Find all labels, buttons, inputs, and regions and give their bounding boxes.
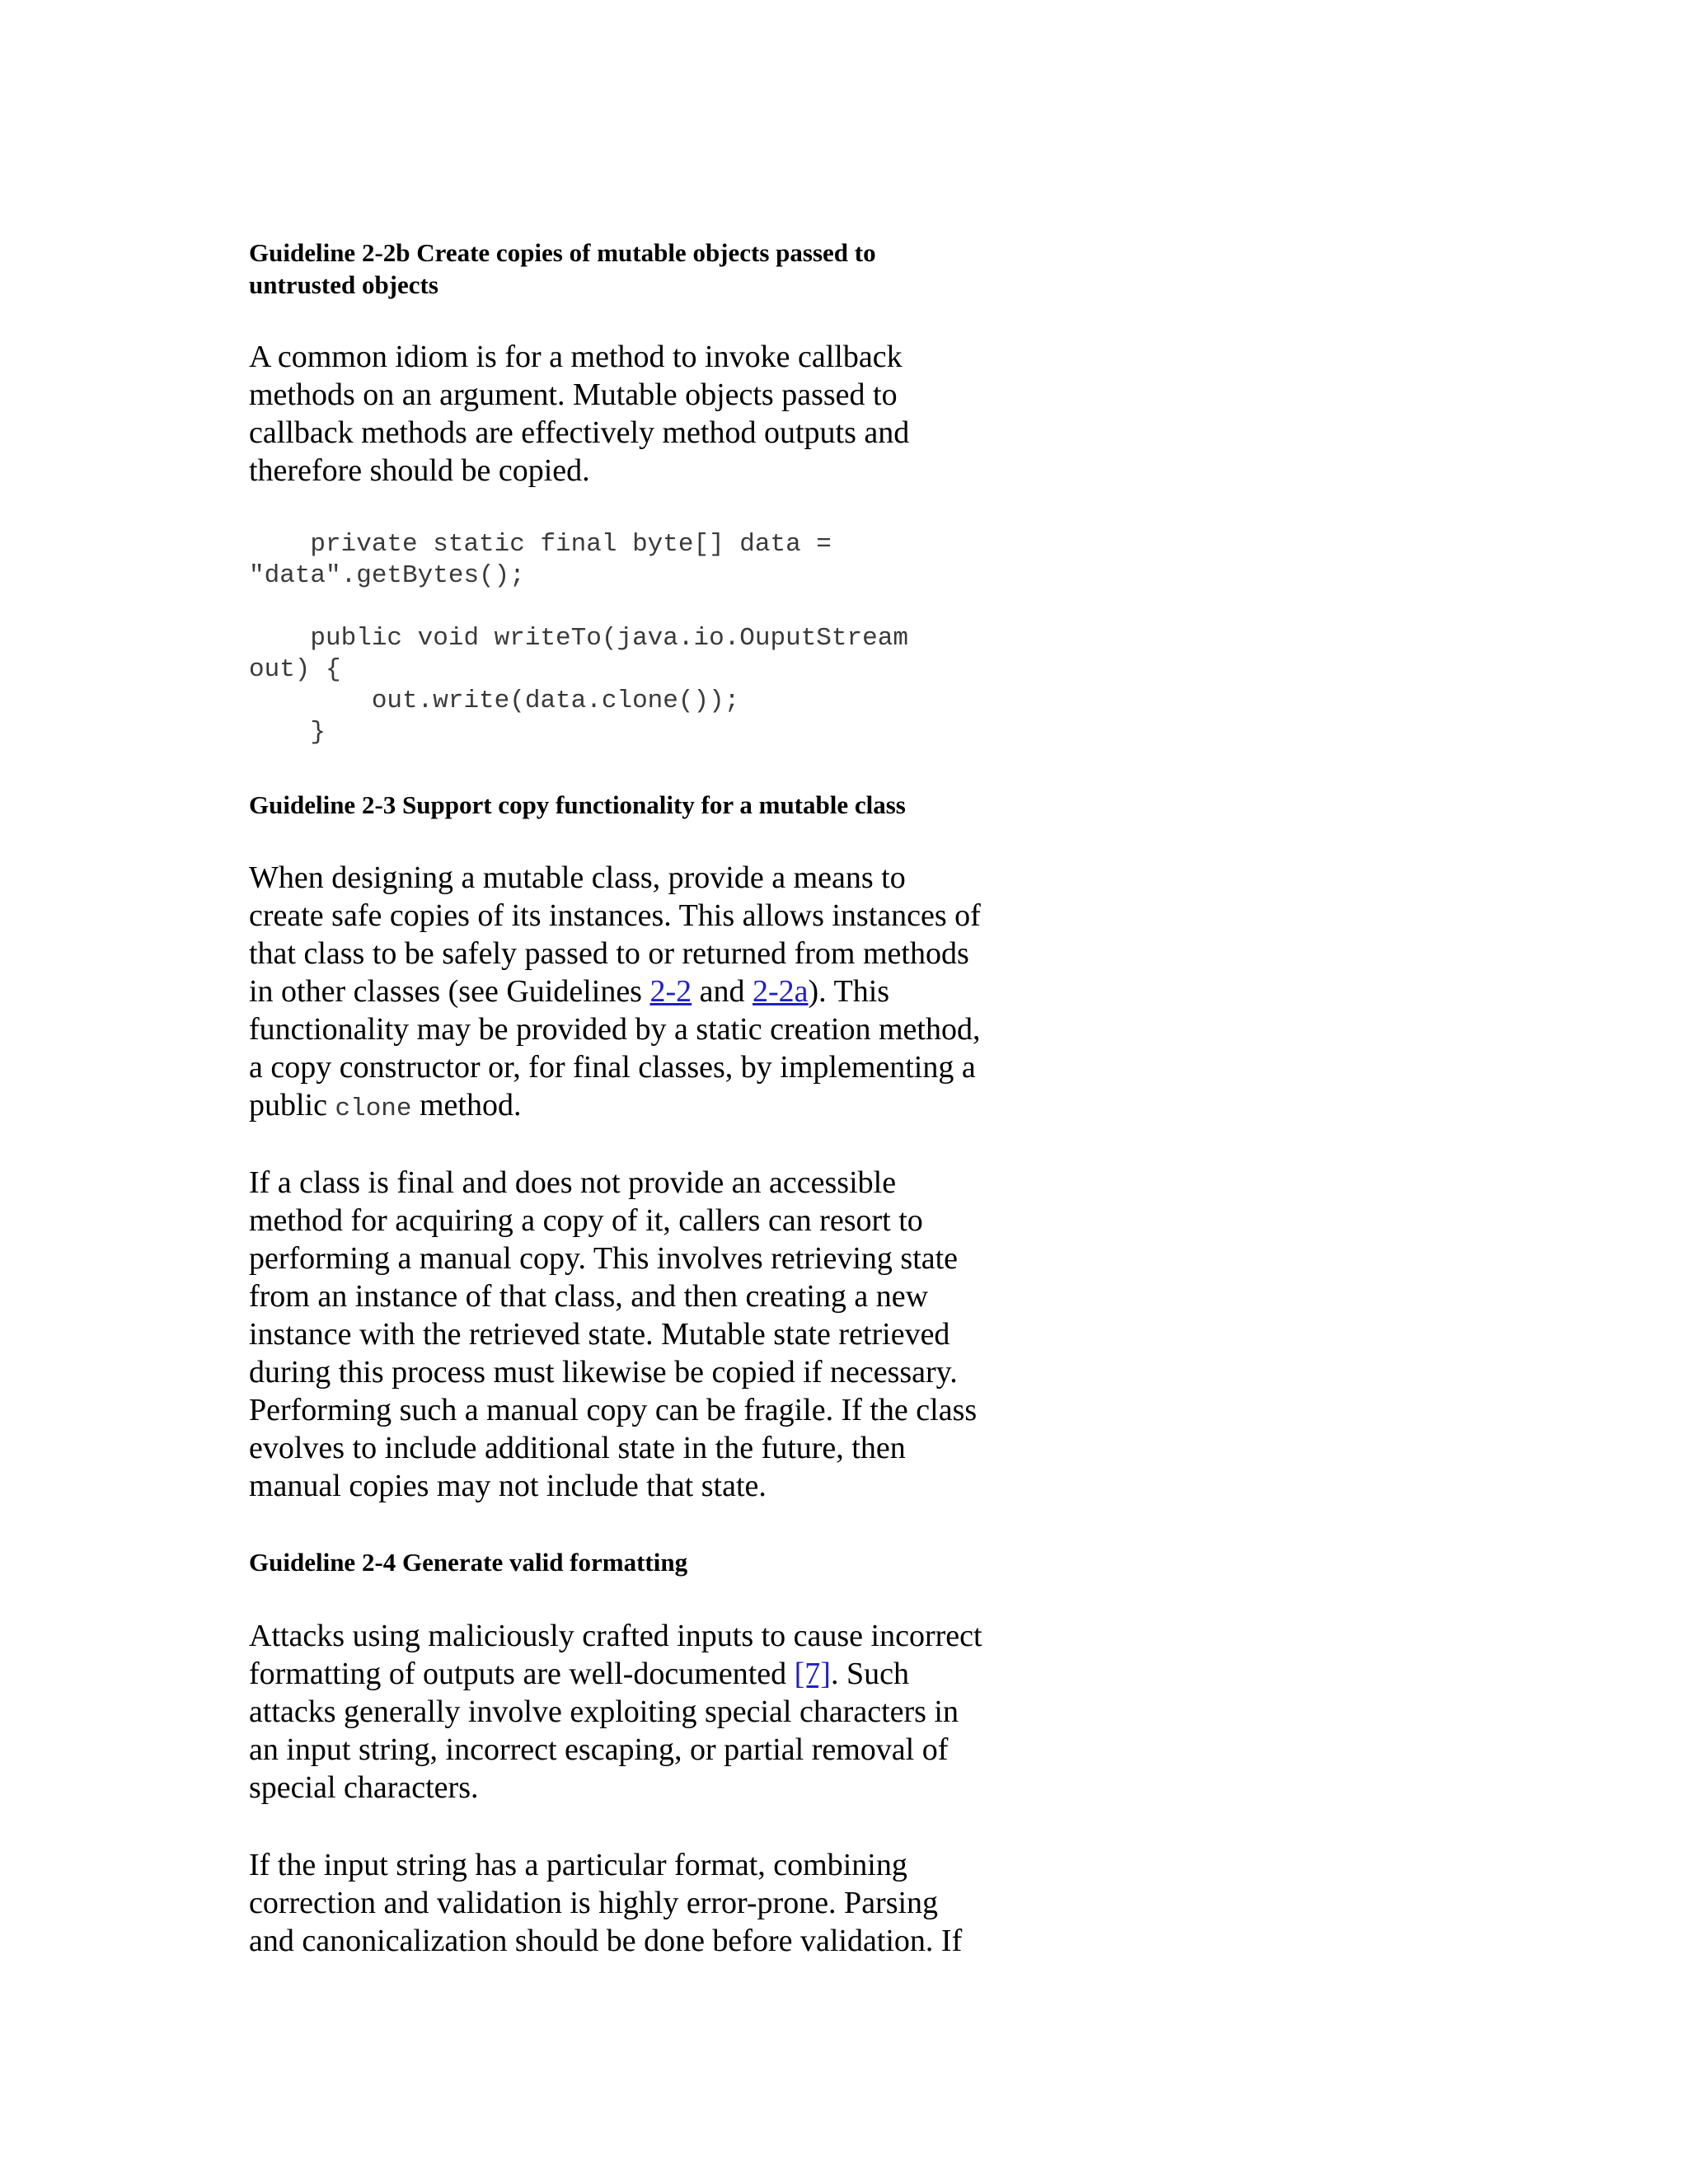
- text-line: Attacks using maliciously crafted inputs to cause incorrect: [249, 1619, 982, 1653]
- heading-guideline-2-4: [249, 1546, 1040, 1578]
- text-segment: public: [249, 1088, 335, 1122]
- text-segment: method.: [411, 1088, 522, 1122]
- text-line: therefore should be copied.: [249, 453, 590, 488]
- text-line: performing a manual copy. This involves retrieving state: [249, 1241, 959, 1276]
- text-line: that class to be safely passed to or returned from methods: [249, 936, 969, 971]
- link-guideline-2-2a[interactable]: 2-2a: [753, 974, 809, 1009]
- text-line: instance with the retrieved state. Mutable state retrieved: [249, 1317, 950, 1352]
- heading-line: Guideline 2-4 Generate valid formatting: [249, 1548, 688, 1577]
- text-line: from an instance of that class, and then creating a new: [249, 1279, 929, 1314]
- heading-line: Guideline 2-2b Create copies of mutable objects passed to: [249, 238, 876, 267]
- text-line: When designing a mutable class, provide a means to: [249, 860, 906, 895]
- text-line-with-code: [249, 1086, 1040, 1128]
- text-line: methods on an argument. Mutable objects passed to: [249, 377, 898, 412]
- code-line: }: [249, 718, 326, 747]
- text-line: evolves to include additional state in the future, then: [249, 1431, 906, 1465]
- text-segment: and: [692, 974, 753, 1009]
- text-segment: formatting of outputs are well-documented: [249, 1657, 795, 1691]
- text-line: a copy constructor or, for final classes, by implementing a: [249, 1050, 976, 1085]
- link-guideline-2-2[interactable]: 2-2: [649, 974, 692, 1009]
- paragraph-callback-idiom: [249, 338, 1040, 490]
- heading-guideline-2-2b: [249, 237, 1040, 301]
- code-line: public void writeTo(java.io.OuputStream: [249, 624, 908, 653]
- code-line: out.write(data.clone());: [249, 687, 740, 715]
- paragraph-formatting-attacks: [249, 1617, 1040, 1807]
- text-line: and canonicalization should be done before validation. If: [249, 1924, 963, 1958]
- text-line: during this process must likewise be copied if necessary.: [249, 1355, 958, 1390]
- text-line: correction and validation is highly error-prone. Parsing: [249, 1886, 939, 1920]
- paragraph-mutable-class-copies: [249, 859, 1040, 1128]
- text-line: callback methods are effectively method outputs and: [249, 415, 910, 450]
- text-segment: ). This: [808, 974, 890, 1009]
- heading-guideline-2-3: [249, 789, 1040, 821]
- inline-code-clone: clone: [335, 1094, 412, 1123]
- text-line-with-links: [249, 972, 1040, 1010]
- paragraph-input-format-validation: [249, 1846, 1040, 1960]
- heading-line: untrusted objects: [249, 270, 438, 299]
- text-line: attacks generally involve exploiting special characters in: [249, 1694, 959, 1729]
- text-segment: . Such: [830, 1657, 909, 1691]
- text-line: manual copies may not include that state.: [249, 1469, 767, 1503]
- text-line: Performing such a manual copy can be fragile. If the class: [249, 1393, 978, 1427]
- text-line: create safe copies of its instances. This allows instances of: [249, 898, 981, 933]
- text-segment: in other classes (see Guidelines: [249, 974, 650, 1009]
- text-line: If a class is final and does not provide an accessible: [249, 1165, 897, 1200]
- paragraph-final-class-manual-copy: [249, 1164, 1040, 1505]
- text-line: If the input string has a particular format, combining: [249, 1848, 907, 1882]
- text-line: functionality may be provided by a static creation method,: [249, 1012, 981, 1047]
- code-line: private static final byte[] data =: [249, 530, 832, 559]
- link-reference-7[interactable]: [7]: [794, 1657, 831, 1691]
- text-line-with-reference: [249, 1655, 1040, 1693]
- code-line: [249, 592, 908, 623]
- heading-line: Guideline 2-3 Support copy functionality for a mutable class: [249, 790, 906, 819]
- text-line: special characters.: [249, 1770, 479, 1805]
- text-line: an input string, incorrect escaping, or partial removal of: [249, 1732, 949, 1767]
- code-block-writeto: [249, 529, 908, 748]
- code-line: "data".getBytes();: [249, 561, 525, 590]
- code-line: out) {: [249, 655, 341, 684]
- text-line: A common idiom is for a method to invoke callback: [249, 340, 903, 374]
- text-line: method for acquiring a copy of it, callers can resort to: [249, 1203, 923, 1238]
